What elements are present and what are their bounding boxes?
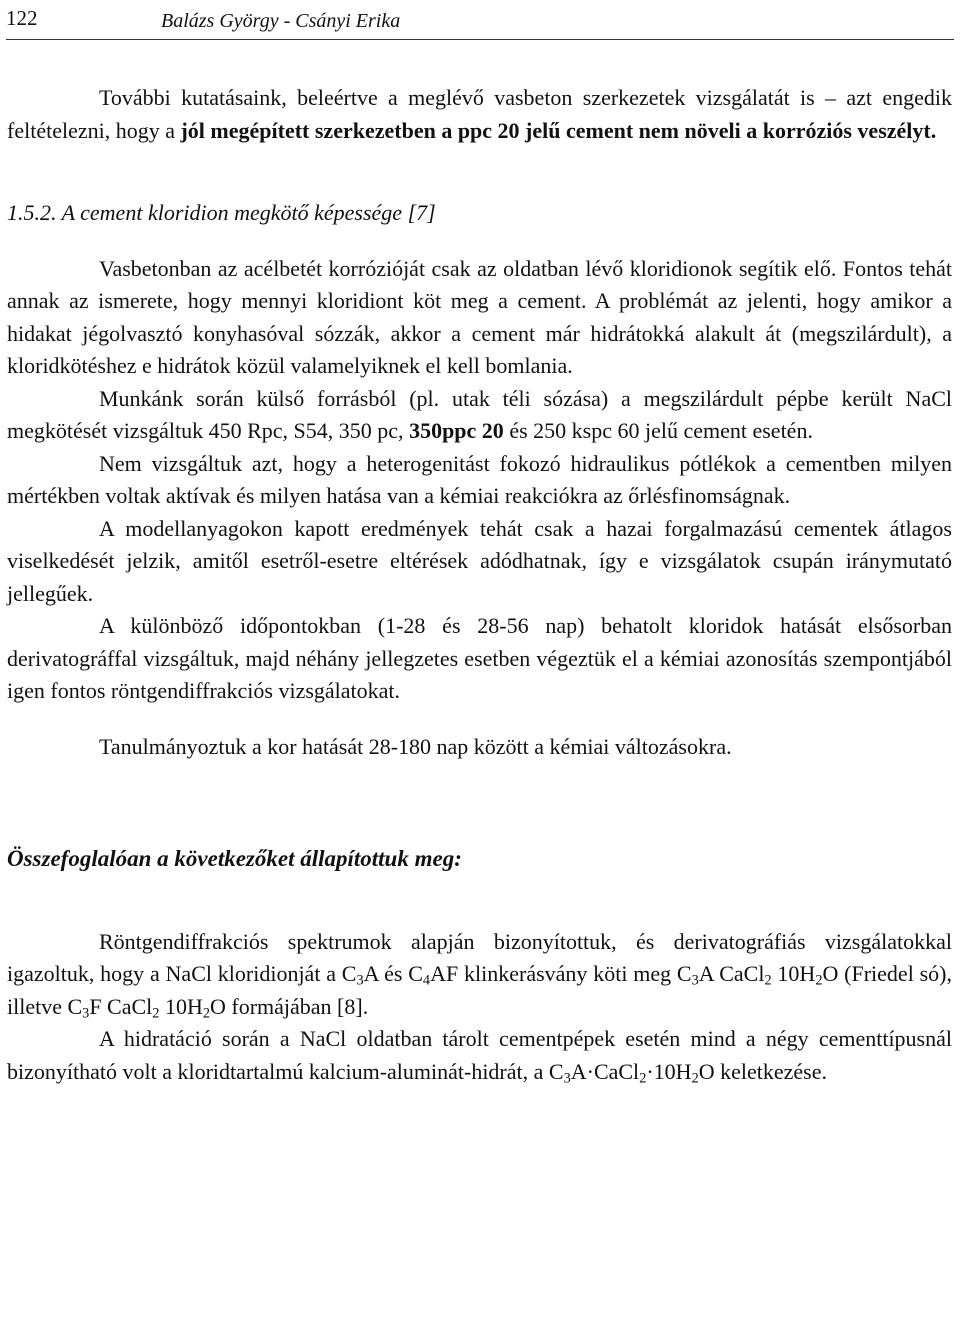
section-heading: 1.5.2. A cement kloridion megkötő képessége [7] <box>7 200 436 225</box>
bold-conclusion: jól megépített szerkezetben a ppc 20 jelű cement nem növeli a korróziós veszélyt. <box>180 117 937 143</box>
paragraph-text: és 250 kspc 60 jelű cement esetén. <box>503 418 813 443</box>
paragraph-xrd-results: Röntgendiffrakciós spektrumok alapján bizonyítottuk, és derivatográfiás vizsgálatokkal igazoltuk, hogy a NaCl kloridionját a $C_3A$ és $C_4AF$ klinkerásvány köti meg $C_3A$ CaCl$_2$ $10H_2O$ (Friedel só), illetve $C_3F$ CaCl$_2$ $10H_2O$ formájában [8]. <box>7 928 952 1022</box>
paragraph-chloride-corrosion: Vasbetonban az acélbetét korrózióját csak az oldatban lévő kloridionok segítik elő. Fontos tehát annak az ismerete, hogy mennyi kloridiont köt meg a cement. A problémát az jelenti, hogy amikor a hidakat jégolvasztó konyhasóval sózzák, akkor a cement már hidrátokká alakult át (megszilárdult), a kloridkötéshez e hidrátok közül valamelyiknek el kell bomlania. <box>7 255 952 378</box>
header-rule <box>6 39 954 40</box>
paragraph-age-effect: Tanulmányoztuk a kor hatását 28-180 nap között a kémiai változásokra. <box>99 733 732 759</box>
paragraph-text: További kutatásaink, beleértve a meglévő vasbeton szerkezetek vizsgálatát is – azt engedik feltételezni, hogy a <box>7 85 952 143</box>
paragraph-hydration: A hidratáció során a NaCl oldatban tárolt cementpépek esetén mind a négy cementtípusnál bizonyítható volt a kloridtartalmú kalcium-aluminát-hidrát, a $C_3A\cdot CaCl_2\cdot 10H_2O$ keletkezése. <box>7 1026 952 1087</box>
paragraph-heterogeneity: Nem vizsgáltuk azt, hogy a heterogenitást fokozó hidraulikus pótlékok a cementben milyen mértékben voltak aktívak és milyen hatása van a kémiai reakciókra az őrlésfinomságnak. <box>7 450 952 508</box>
paragraph-further-research <box>7 82 952 147</box>
page-header <box>6 6 954 36</box>
summary-heading: Összefoglalóan a következőket állapítottuk meg: <box>7 846 462 871</box>
document-body <box>7 82 952 1088</box>
paragraph-time-points: A különböző időpontokban (1-28 és 28-56 nap) behatolt kloridok hatását elsősorban derivatográffal vizsgáltuk, majd néhány jellegzetes esetben végeztük el a kémiai azonosítás szempontjából igen fontos röntgendiffrakciós vizsgálatokat. <box>7 613 952 703</box>
page-number: 122 <box>6 6 38 30</box>
paragraph-model-results: A modellanyagokon kapott eredmények tehát csak a hazai forgalmazású cementek átlagos viselkedését jelzik, amitől esetről-esetre eltérések adódhatnak, így e vizsgálatok csupán iránymutató jellegűek. <box>7 515 952 606</box>
bold-cement-type: 350ppc 20 <box>409 418 504 443</box>
running-head: Balázs György - Csányi Erika <box>161 10 401 32</box>
paragraph-text: Munkánk során külső forrásból (pl. utak téli sózása) a megszilárdult pépbe került NaCl megkötését vizsgáltuk 450 Rpc, S54, 350 pc, <box>7 385 952 443</box>
paragraph-external-source <box>7 383 952 448</box>
